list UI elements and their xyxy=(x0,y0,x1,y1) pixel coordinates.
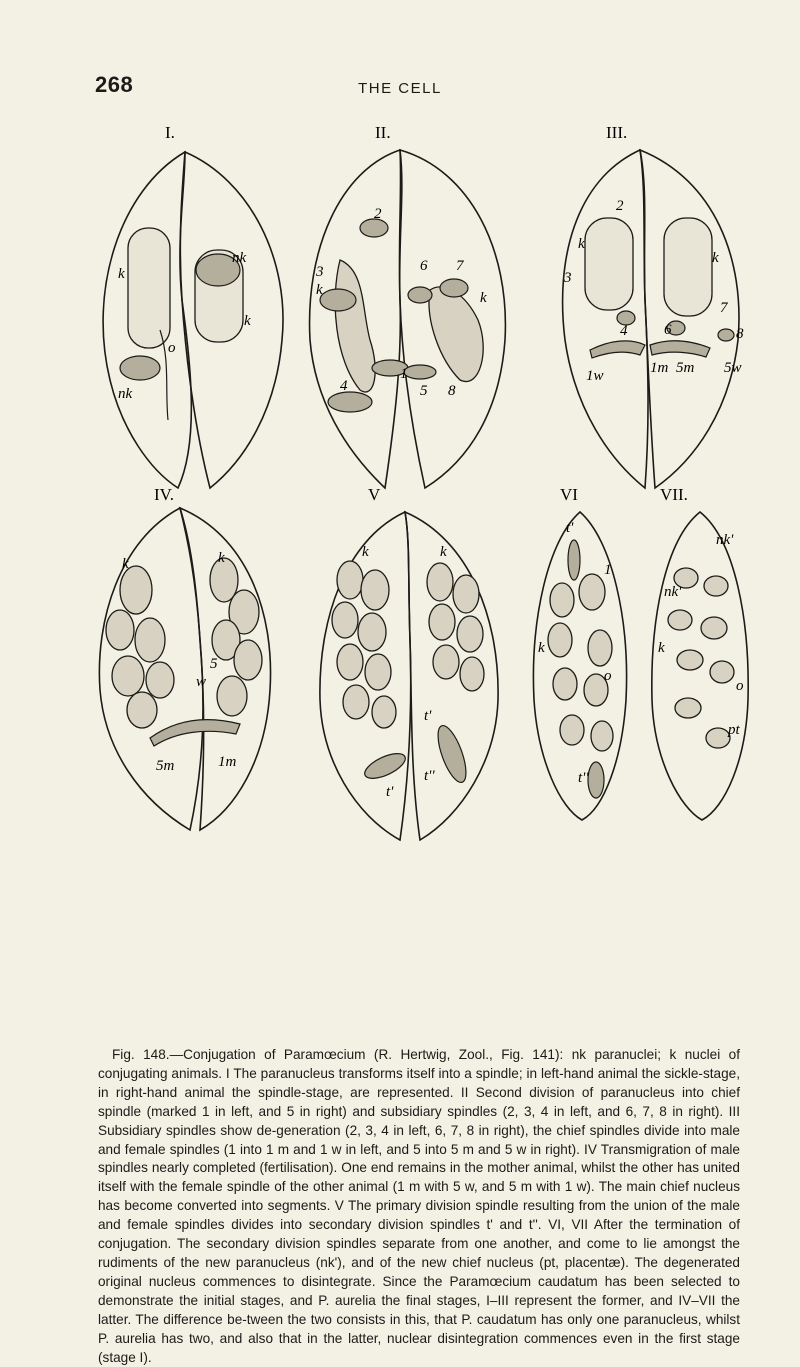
panel-label-46: 1 xyxy=(604,562,612,578)
panel-label-47: k xyxy=(538,640,545,656)
panel-label-38: 5m xyxy=(156,758,175,774)
panel-label-52: k xyxy=(658,640,665,656)
panel-label-20: 5 xyxy=(420,383,428,399)
nucleus-k-left xyxy=(585,218,633,310)
right-animal-outline xyxy=(640,150,739,488)
transmigrating-spindles xyxy=(150,720,240,746)
stage-label-7: VII. xyxy=(660,485,688,504)
secondary-spindle-right xyxy=(432,722,471,785)
nucleus-k-right xyxy=(429,287,483,382)
stage-label-5: V xyxy=(368,485,381,504)
nucleus-k-right xyxy=(664,218,712,316)
spindle-8 xyxy=(718,329,734,341)
secondary-spindle-t2 xyxy=(588,762,604,798)
panel-stage-5 xyxy=(320,512,498,840)
running-head: THE CELL xyxy=(358,80,442,97)
stage-label-2: II. xyxy=(375,123,391,142)
panel-label-12: 2 xyxy=(374,206,382,222)
caption-fig-number: Fig. 148. xyxy=(112,1047,170,1062)
panel-label-49: t'' xyxy=(578,770,589,786)
panel-label-39: 1m xyxy=(218,754,237,770)
panel-label-27: 6 xyxy=(664,322,672,338)
panel-label-48: o xyxy=(604,668,612,684)
panel-label-44: t'' xyxy=(424,768,435,784)
panel-label-54: pt xyxy=(728,722,740,738)
panel-label-42: t' xyxy=(386,784,394,800)
spindle-4 xyxy=(328,392,372,412)
panel-stage-3 xyxy=(563,150,744,488)
spindle-7 xyxy=(440,279,468,297)
panel-label-9: k xyxy=(244,313,251,329)
panel-stage-1 xyxy=(103,152,283,488)
spindle-1m xyxy=(590,341,645,358)
panel-label-28: 7 xyxy=(720,300,728,316)
panel-label-11: nk xyxy=(118,386,133,402)
panel-label-35: k xyxy=(218,550,225,566)
stage-label-1: I. xyxy=(165,123,175,142)
panel-label-43: t' xyxy=(424,708,432,724)
panel-label-22: 2 xyxy=(616,198,624,214)
secondary-spindle-left xyxy=(361,749,408,784)
panel-label-17: k xyxy=(480,290,487,306)
panel-label-51: nk' xyxy=(664,584,682,600)
panel-label-34: k xyxy=(122,556,129,572)
paranucleus-left xyxy=(120,356,160,380)
panel-stage-2 xyxy=(310,150,506,488)
panel-label-32: 5m xyxy=(676,360,695,376)
panel-label-19: 1 xyxy=(400,366,408,382)
panel-label-41: k xyxy=(440,544,447,560)
panel-label-29: 8 xyxy=(736,326,744,342)
nucleus-k-left xyxy=(128,228,170,348)
nucleus-segments-left xyxy=(106,566,174,728)
panel-label-31: 1m xyxy=(650,360,669,376)
panel-label-33: 5w xyxy=(724,360,742,376)
panel-label-8: nk xyxy=(232,250,247,266)
panel-label-40: k xyxy=(362,544,369,560)
caption-text: —Conjugation of Paramœcium (R. Hertwig, Zool., Fig. 141): nk paranuclei; k nuclei of conjugating animals. I The paranucleus transforms itself into a spindle; in left-hand animal the sickle-stage, in right-hand animal the spindle-stage, are represented. II Second division of paranucleus into chief spindle (marked 1 in left, and 5 in right) and subsidiary spindles (2, 3, 4 in left, and 6, 7, 8 in right). III Subsidiary spindles show de-generation (2, 3, 4 in left, 6, 7, 8 in right), the chief spindles divide into male and female spindles (1 into 1 m and 1 w in left, and 5 into 5 m and 5 w in right). IV Transmigration of male spindles nearly completed (fertilisation). One end remains in the mother animal, whilst the other has united itself with the female spindle of the other animal (1 m with 5 w, and 5 m with 1 w). The main chief nucleus has become converted into segments. V The primary division spindle resulting from the union of the male and female spindles divides into secondary division spindles t' and t''. VI, VII After the termination of conjugation. The secondary division spindles separate from one another, and come to lie amongst the rudiments of the new paranucleus (nk'), and of the new chief nucleus (pt, placentæ). The degenerated original nucleus commences to disintegrate. Since the Paramœcium caudatum has been selected to demonstrate the initial stages, and P. aurelia the final stages, I–III represent the former, and IV–VII the latter. The difference be-tween the two consists in this, that P. caudatum has only one paranucleus, whilst P. aurelia has two, and also that in the latter, nuclear disintegration commences even in the first stage (stage I). xyxy=(98,1047,740,1365)
panel-label-23: k xyxy=(578,236,585,252)
panel-label-10: o xyxy=(168,340,176,356)
page-number: 268 xyxy=(95,72,134,97)
panel-label-15: 6 xyxy=(420,258,428,274)
nucleus-segments xyxy=(548,574,613,751)
panel-label-37: w xyxy=(196,674,207,690)
panel-stage-7 xyxy=(652,512,748,820)
nucleus-segments-left xyxy=(332,561,396,728)
panel-label-24: k xyxy=(712,250,719,266)
panel-label-7: k xyxy=(118,266,125,282)
figure-caption xyxy=(98,1046,740,1367)
panel-label-18: 4 xyxy=(340,378,348,394)
nucleus-segments-right xyxy=(427,563,484,691)
spindle-3 xyxy=(320,289,356,311)
nucleus-k-left xyxy=(335,260,375,392)
stage-label-4: IV. xyxy=(154,485,174,504)
panel-label-30: 1w xyxy=(586,368,604,384)
panel-label-25: 3 xyxy=(564,270,572,286)
panel-label-45: t' xyxy=(566,520,574,536)
panel-label-26: 4 xyxy=(620,323,628,339)
panel-stage-6 xyxy=(533,512,626,820)
panel-stage-4 xyxy=(99,508,270,830)
panel-label-21: 8 xyxy=(448,383,456,399)
secondary-spindle-t1 xyxy=(568,540,580,580)
panel-label-13: 3 xyxy=(316,264,324,280)
stage-label-3: III. xyxy=(606,123,628,142)
panel-label-36: 5 xyxy=(210,656,218,672)
panel-label-53: o xyxy=(736,678,744,694)
panel-label-50: nk' xyxy=(716,532,734,548)
spindle-6 xyxy=(408,287,432,303)
panel-label-16: 7 xyxy=(456,258,464,274)
spindle-5m xyxy=(650,341,710,357)
panel-label-14: k xyxy=(316,282,323,298)
spindle-5 xyxy=(404,365,436,379)
nucleus-segments-right xyxy=(210,558,262,716)
stage-label-6: VI xyxy=(560,485,578,504)
